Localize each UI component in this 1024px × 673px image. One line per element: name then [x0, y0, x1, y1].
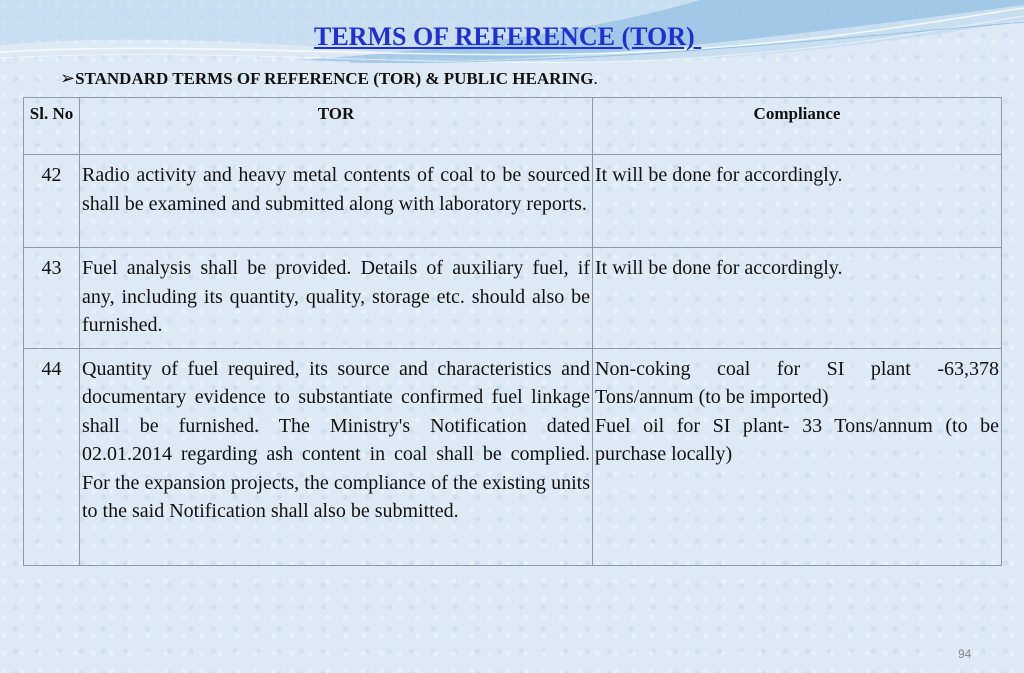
row-tor-text: Quantity of fuel required, its source and characteristics and documentary evidence to substantiate confirmed fuel linkage shall be furnished. The Ministry's Notification dated 02.01.2014 regarding ash content in coal shall be complied. For the expansion projects, the compliance of the existing units to the said Notification shall also be submitted.	[80, 348, 593, 565]
row-compliance-text	[593, 348, 1002, 565]
subtitle-text: STANDARD TERMS OF REFERENCE (TOR) & PUBLIC HEARING	[75, 69, 594, 88]
slide-title: TERMS OF REFERENCE (TOR)	[314, 22, 702, 51]
compliance-line: Tons/annum (to be imported)	[595, 386, 829, 408]
tor-compliance-table	[23, 97, 1002, 566]
arrow-bullet-icon: ➢	[60, 68, 76, 88]
header-no-label: No	[52, 104, 74, 123]
compliance-line: Fuel oil for SI plant- 33 Tons/annum (to be	[595, 414, 999, 437]
section-subtitle	[60, 68, 598, 89]
row-tor-text: Radio activity and heavy metal contents of coal to be sourced shall be examined and submitted along with laboratory reports.	[80, 155, 593, 248]
table-header-row	[24, 98, 1002, 155]
header-swoosh-decoration	[0, 0, 1024, 110]
compliance-line: purchase locally)	[595, 443, 733, 465]
compliance-line: Non-coking coal for SI plant -63,378	[595, 357, 999, 380]
compliance-line: It will be done for accordingly.	[595, 257, 843, 279]
row-sl-number: 42	[24, 155, 80, 248]
header-compliance: Compliance	[593, 98, 1002, 155]
header-sl-no	[24, 98, 80, 155]
row-compliance-text	[593, 155, 1002, 248]
header-sl-label: Sl.	[29, 104, 49, 123]
row-sl-number: 44	[24, 348, 80, 565]
table-row	[24, 348, 1002, 565]
row-compliance-text	[593, 248, 1002, 349]
row-tor-text: Fuel analysis shall be provided. Details of auxiliary fuel, if any, including its quantity, quality, storage etc. should also be furnished.	[80, 248, 593, 349]
subtitle-period: .	[593, 69, 598, 88]
table-row	[24, 155, 1002, 248]
table-row	[24, 248, 1002, 349]
page-number: 94	[958, 647, 972, 661]
row-sl-number: 43	[24, 248, 80, 349]
compliance-line: It will be done for accordingly.	[595, 164, 843, 186]
header-tor: TOR	[80, 98, 593, 155]
